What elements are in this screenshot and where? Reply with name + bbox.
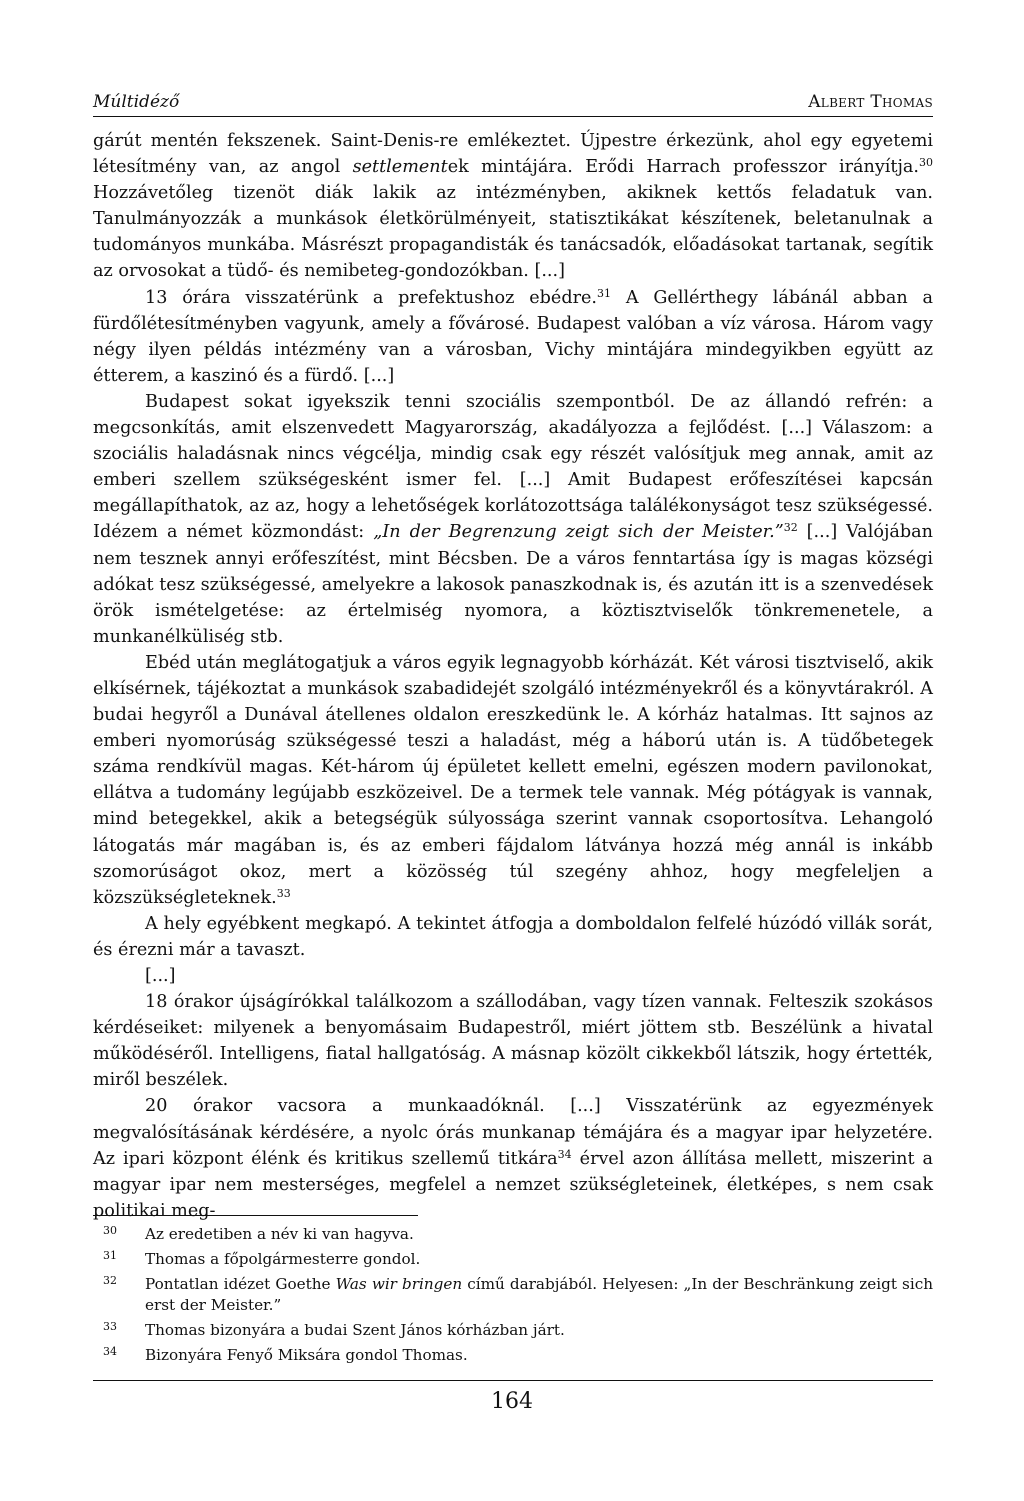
page-number: 164 [491, 1389, 533, 1414]
footnote-number: 32 [103, 1274, 117, 1287]
journal-title: Múltidéző [93, 92, 180, 112]
footnote [93, 1224, 933, 1245]
text-run: Bizonyára Fenyő Miksára gondol Thomas. [145, 1346, 468, 1364]
text-run: 13 órára visszatérünk a prefektushoz ebédre. [145, 287, 598, 308]
text-run: Hozzávetőleg tizenöt diák lakik az intézményben, akiknek kettős feladatuk van. Tanulmányozzák a munkások életkörülményeit, statisztikákat készítenek, beletanulnak a tudományos munkába. Másrészt propagandisták és tanácsadók, előadásokat tartanak, segítik az orvosokat a tüdő- és nemibeteg-gondozókban. [...] [93, 183, 933, 282]
footnotes [93, 1224, 933, 1370]
footnote [93, 1345, 933, 1366]
footnote-ref: 33 [276, 886, 291, 900]
text-run: [...] [145, 966, 176, 986]
text-run: A hely egyébkent megkapó. A tekintet átfogja a domboldalon felfelé húzódó villák sorát, és érezni már a tavaszt. [93, 913, 933, 960]
footnote-ref: 31 [597, 286, 612, 300]
footnote-divider [93, 1215, 418, 1216]
paragraph [93, 963, 933, 989]
footnote-text [145, 1320, 933, 1341]
running-header [93, 90, 933, 117]
footnote-ref: 30 [919, 156, 933, 170]
page-bottom-rule [93, 1380, 933, 1381]
italic-text: settlement [352, 157, 448, 178]
paragraph [93, 1093, 933, 1223]
text-run: Az eredetiben a név ki van hagyva. [145, 1225, 414, 1243]
text-run: című darabjából. Helyesen: „In der Beschränkung zeigt sich erst der Meister.” [145, 1275, 933, 1314]
paragraph [93, 989, 933, 1093]
text-run: 20 órakor vacsora a munkaadóknál. [...] Visszatérünk az egyezmények megvalósításának kérdésére, a nyolc órás munkanap témájára és a magyar ipar helyzetére. Az ipari központ élénk és kritikus szellemű titkára [93, 1096, 933, 1169]
paragraph [93, 650, 933, 911]
paragraph [93, 389, 933, 650]
footnote-text [145, 1249, 933, 1270]
paragraph [93, 911, 933, 963]
paragraph [93, 128, 933, 285]
footnote-number: 31 [103, 1249, 117, 1262]
footnote-text [145, 1274, 933, 1316]
footnote-ref: 34 [557, 1147, 572, 1161]
footnote-text [145, 1224, 933, 1245]
text-run: ek mintájára. Erődi Harrach professzor irányítja. [447, 157, 919, 178]
text-run: Ebéd után meglátogatjuk a város egyik legnagyobb kórházát. Két városi tisztviselő, akik elkísérnek, tájékoztat a munkások szabadidejét szolgáló intézményekről és a könyvtárakról. A budai hegyről a Dunával átellenes oldalon ereszkedünk le. A kórház hatalmas. Itt sajnos az emberi nyomorúság szükségessé teszi a haladást, még a háború után is. A tüdőbetegek száma rendkívül magas. Két-három új épületet kellett emelni, egészen modern pavilonokat, ellátva a tudomány legújabb eszközeivel. De a termek tele vannak. Még pótágyak is vannak, mind betegekkel, akik a betegségük súlyossága szerint vannak csoportosítva. Lehangoló látogatás már magában is, és az emberi fájdalom látványa hozzá még annál is inkább szomorúságot okoz, mert a közösség túl szegény ahhoz, hogy megfeleljen a közszükségleteknek. [93, 652, 933, 908]
paragraph [93, 285, 933, 389]
text-run: Thomas bizonyára a budai Szent János kórházban járt. [145, 1321, 565, 1339]
text-run: 18 órakor újságírókkal találkozom a szállodában, vagy tízen vannak. Felteszik szokásos kérdéseiket: milyenek a benyomásaim Budapestről, miért jöttem stb. Beszélünk a hivatal működéséről. Intelligens, fiatal hallgatóság. A másnap közölt cikkekből látszik, hogy értették, miről beszélek. [93, 992, 933, 1091]
footnote-ref: 32 [783, 521, 798, 535]
author-name: Albert Thomas [808, 92, 933, 112]
text-run: [...] Valójában nem tesznek annyi erőfeszítést, mint Bécsben. De a város fenntartása így is magas községi adókat tesz szükségessé, amelyekre a lakosok panaszkodnak is, és azután itt is a szenvedések örök ismételgetése: az értelmiség nyomora, a köztisztviselők tönkremenetele, a munkanélküliség stb. [93, 522, 933, 647]
text-run: A Gellérthegy lábánál abban a fürdőlétesítményben vagyunk, amely a fővárosé. Budapest valóban a víz városa. Három vagy négy ilyen példás intézmény van a városban, Vichy mintájára mindegyikben együtt az étterem, a kaszinó és a fürdő. [...] [93, 287, 933, 386]
italic-text: Was wir bringen [335, 1275, 463, 1293]
text-run: Thomas a főpolgármesterre gondol. [145, 1250, 421, 1268]
footnote-number: 33 [103, 1320, 117, 1333]
text-run: Budapest sokat igyekszik tenni szociális szempontból. De az állandó refrén: a megcsonkítás, amit elszenvedett Magyarország, akadályozza a fejlődést. [...] Válaszom: a szociális haladásnak nincs végcélja, mindig csak egy részét valósítjuk meg annak, amit az emberi szellem szükségesként ismer fel. [...] Amit Budapest erőfeszítései kapcsán megállapíthatok, az az, hogy a lehetőségek korlátozottsága találékonyságot tesz szükségessé. Idézem a német közmondást: [93, 391, 933, 543]
footnote [93, 1249, 933, 1270]
footnote-text [145, 1345, 933, 1366]
text-run: gárút mentén fekszenek. Saint-Denis-re emlékeztet. Újpestre érkezünk, ahol egy egyetemi létesítmény van, az angol [93, 131, 933, 178]
footnote-number: 30 [103, 1224, 117, 1237]
main-text [93, 128, 933, 1224]
text-run: Pontatlan idézet Goethe [145, 1275, 336, 1293]
footnote [93, 1320, 933, 1341]
italic-text: „In der Begrenzung zeigt sich der Meister.” [373, 522, 784, 543]
footnote [93, 1274, 933, 1316]
footnote-number: 34 [103, 1345, 117, 1358]
text-run: érvel azon állítása mellett, miszerint a magyar ipar nem mesterséges, megfelel a nemzet szükségleteinek, életképes, s nem csak politikai meg- [93, 1148, 933, 1221]
